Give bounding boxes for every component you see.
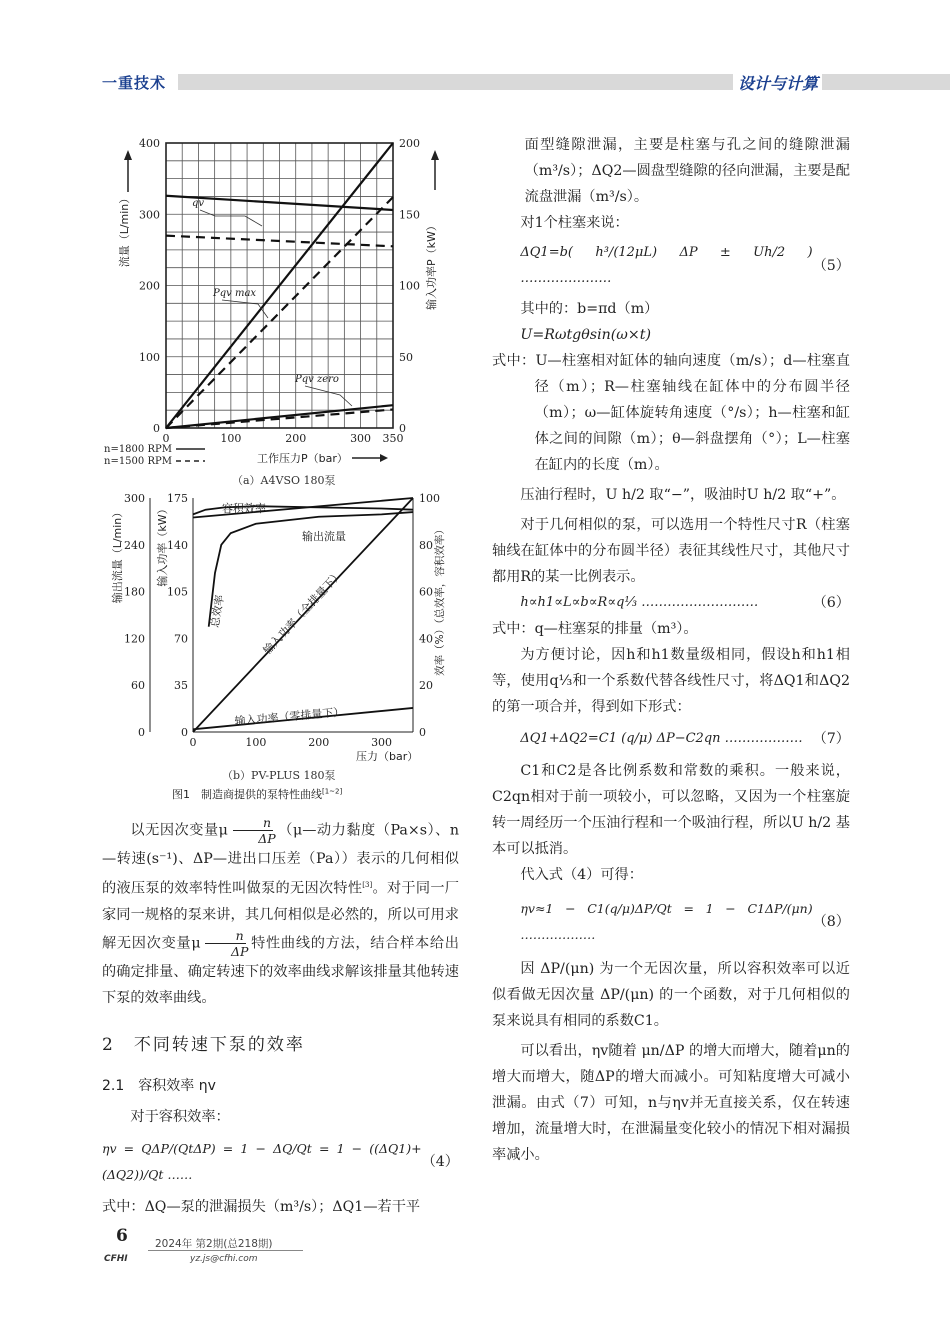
- x-tick-label: 100: [245, 736, 267, 749]
- x-tick-label: 300: [350, 432, 372, 445]
- flow-tick-label: 300: [124, 492, 145, 505]
- paragraph-r7: 对于几何相似的泵，可以选用一个特性尺寸R（柱塞轴线在缸体中的分布圆半径）表征其线性尺寸，其他尺寸都用R的某一比例表示。: [492, 517, 850, 585]
- annotation-pzero: Pqv zero: [295, 374, 339, 385]
- paragraph-r2: 对1个柱塞来说：: [520, 215, 629, 231]
- y-tick-label: 100: [139, 350, 160, 364]
- equation-7: ΔQ1+ΔQ2=C1 (q/μ) ΔP−C2qn ……………… （7）: [520, 731, 850, 747]
- eff-tick-label: 40: [419, 632, 433, 646]
- x-axis-label: 压力（bar）: [356, 750, 419, 763]
- issue-info: 2024年 第2期(总218期): [155, 1238, 273, 1250]
- eff-tick-label: 80: [419, 538, 433, 552]
- y-axis-arrowhead: [124, 150, 132, 160]
- y-tick-label: 300: [139, 208, 160, 222]
- x-axis-label: 工作压力P（bar）: [257, 452, 348, 465]
- caption-b: （b）PV-PLUS 180泵: [222, 769, 336, 782]
- page-number: 6: [116, 1226, 128, 1246]
- flow-axis-label: 输出流量（L/min）: [111, 506, 124, 604]
- left-column-2: [102, 1104, 459, 1220]
- header-bar-right: [822, 74, 950, 90]
- x-tick-label: 300: [371, 736, 393, 749]
- annotation-qv: qv: [192, 198, 205, 209]
- paragraph-2: 对于容积效率：: [130, 1109, 230, 1125]
- power-axis-label: 输入功率（kW）: [156, 503, 169, 587]
- paragraph-r13: 可以看出，ηv随着 μn/ΔP 的增大而增大，随着μn的增大而增大，随ΔP的增大而减小。可知粘度增大可减小泄漏。由式（7）可知，n与ηv并无直接关系，仅在转速增加，流量增大时，在泄漏量变化较小的情况下相对漏损率减小。: [492, 1043, 850, 1163]
- label-output-flow: 输出流量: [302, 530, 346, 543]
- paragraph-r11: 代入式（4）可得：: [520, 867, 643, 883]
- section-name: 设计与计算: [738, 74, 819, 93]
- label-power-zero: 输入功率（零排量下）: [234, 705, 345, 728]
- eff-tick-label: 20: [419, 679, 433, 693]
- flow-tick-label: 240: [124, 538, 145, 552]
- power-tick-label: 35: [174, 679, 188, 693]
- y-tick-label: 400: [139, 138, 160, 150]
- paragraph-r4: U=Rωtgθsin(ω×t): [520, 327, 651, 343]
- power-tick-label: 70: [174, 632, 188, 646]
- paragraph-r8: 式中：q—柱塞泵的排量（m³）。: [492, 621, 698, 637]
- power-tick-label: 0: [181, 726, 188, 739]
- power-tick-label: 105: [167, 585, 188, 599]
- equation-8: ηv≈1 − C1(q/μ)ΔP/Qt = 1 − C1ΔP/(μn) ……………… （8）: [520, 901, 850, 942]
- flow-tick-label: 180: [124, 585, 145, 599]
- eff-tick-label: 100: [419, 492, 440, 505]
- x-tick-label: 200: [285, 432, 307, 445]
- cfhi-logo: CFHI: [104, 1254, 128, 1264]
- subsection-heading: 2.1 容积效率 ηv: [102, 1078, 216, 1094]
- legend-1500: n=1500 RPM: [104, 456, 172, 467]
- equation-6: h∝h1∝L∝b∝R∝q⅓ ……………………… （6）: [520, 595, 850, 611]
- y2-axis-label: 输入功率P（kW）: [425, 220, 438, 310]
- annotation-leader: [222, 300, 268, 318]
- y2-tick-label: 100: [399, 279, 420, 293]
- paragraph-3: 式中：ΔQ—泵的泄漏损失（m³/s）；ΔQ1—若干平: [102, 1199, 421, 1215]
- y2-tick-label: 150: [399, 208, 420, 222]
- label-total-eff: 总效率: [208, 593, 227, 629]
- x-axis-arrowhead: [380, 454, 388, 462]
- paragraph-r1: 面型缝隙泄漏，主要是柱塞与孔之间的缝隙泄漏（m³/s）；ΔQ2—圆盘型缝隙的径向泄漏，主要是配流盘泄漏（m³/s）。: [524, 137, 850, 205]
- paragraph-r10: C1和C2是各比例系数和常数的乘积。一般来说，C2qn相对于前一项较小，可以忽略，又因为一个柱塞旋转一周经历一个压油行程和一个吸油行程，所以U h/2 基本可以抵消。: [492, 763, 850, 857]
- x-tick-label: 0: [162, 432, 170, 445]
- paragraph-r9: 为方便讨论，因h和h1数量级相同，假设h和h1相等，使用q⅓和一个系数代替各线性尺寸，将ΔQ1和ΔQ2的第一项合并，得到如下形式：: [492, 647, 850, 715]
- caption-a: （a）A4VSO 180泵: [232, 474, 336, 487]
- x-tick-label: 350: [382, 432, 404, 445]
- paragraph-r12: 因 ΔP/(μn) 为一个无因次量，所以容积效率可以近似看做无因次量 ΔP/(μn) 的一个函数，对于几何相似的泵来说具有相同的系数C1。: [492, 961, 850, 1029]
- eff-axis-label: 效率（%）（总效率，容积效率）: [434, 524, 446, 676]
- eff-tick-label: 60: [419, 585, 433, 599]
- paragraph-r6: 压油行程时，U h/2 取“−”，吸油时U h/2 取“+”。: [520, 487, 846, 503]
- y2-tick-label: 50: [399, 350, 413, 364]
- header-bar: [178, 74, 733, 90]
- y2-tick-label: 0: [399, 422, 406, 435]
- left-column: [102, 815, 459, 1011]
- legend-1800: n=1800 RPM: [104, 444, 172, 455]
- figure-title: 图1 制造商提供的泵特性曲线[1~2]: [172, 787, 343, 801]
- eff-tick-label: 0: [419, 726, 426, 739]
- paragraph-r3: 其中的：b=πd（m）: [520, 301, 659, 317]
- power-tick-label: 140: [167, 538, 188, 552]
- paragraph-r5: 式中：U—柱塞相对缸体的轴向速度（m/s）；d—柱塞直径（m）；R—柱塞轴线在缸体中的分布圆半径（m）；ω—缸体旋转角速度（°/s）；h—柱塞和缸体之间的间隙（m）；θ—斜盘摆角（°）；L—柱塞在缸内的长度（m）。: [492, 353, 850, 473]
- right-column: [492, 132, 850, 1168]
- y-tick-label: 200: [139, 279, 160, 293]
- y2-tick-label: 200: [399, 138, 420, 150]
- flow-tick-label: 120: [124, 632, 145, 646]
- equation-5: ΔQ1=b( h³/(12μL) ΔP ± Uh/2 ) ………………… （5）: [520, 245, 850, 286]
- y-axis-label: 流量（L/min）: [118, 192, 131, 268]
- chart-pvplus: [100, 488, 450, 770]
- annotation-pmax: Pqv max: [213, 288, 257, 299]
- journal-name: 一重技术: [102, 74, 167, 92]
- y2-axis-arrowhead: [431, 150, 439, 160]
- label-power-full: 输入功率（全排量下）: [260, 567, 346, 658]
- x-tick-label: 100: [220, 432, 242, 445]
- x-tick-label: 200: [308, 736, 330, 749]
- x-tick-label: 0: [189, 736, 197, 749]
- footer-email: yz.js@cfhi.com: [190, 1254, 258, 1264]
- footer-divider: [148, 1250, 303, 1251]
- flow-tick-label: 60: [131, 679, 145, 693]
- chart-a4vso: [100, 138, 450, 468]
- paragraph-1: 以无因次变量μ $\frac{n}{\Delta P}$ （μ—动力黏度（Pa×s）、n—转速(s⁻¹)、ΔP—进出口压差（Pa））表示的几何相似的液压泵的效率特性叫做泵的无因次特性[3]。对于同一厂家同一规格的泵来讲，其几何相似是必然的，所以可用求解无因次变量μ $\frac{n}{\Delta P}$ 特性曲线的方法，结合样本给出的确定排量、确定转速下的效率曲线求解该排量其他转速下泵的效率曲线。: [102, 815, 459, 1006]
- flow-tick-label: 0: [138, 726, 145, 739]
- equation-4: ηv = QΔP/(QtΔP) = 1 − ΔQ/Qt = 1 − ((ΔQ1)+(ΔQ2))/Qt …… （4）: [102, 1141, 459, 1182]
- section-heading: 2 不同转速下泵的效率: [102, 1035, 305, 1055]
- y-tick-label: 0: [153, 422, 160, 435]
- power-tick-label: 175: [167, 492, 188, 505]
- label-vol-eff: 容积效率: [222, 502, 266, 515]
